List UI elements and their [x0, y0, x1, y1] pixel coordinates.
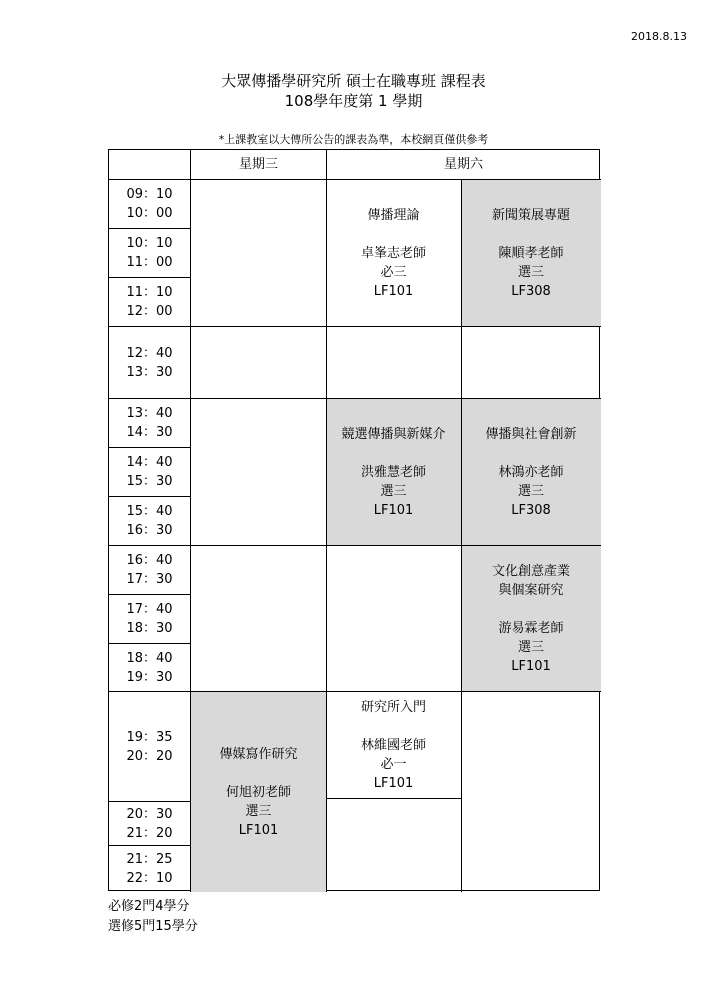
- course-teacher: 林鴻亦老師: [498, 464, 564, 480]
- course-room: LF101: [373, 775, 414, 791]
- time-slot: [109, 644, 190, 691]
- elective-credits: 選修5門15學分: [108, 919, 198, 934]
- time-slot: [109, 802, 190, 845]
- course-communication-theory: [326, 180, 461, 326]
- time-slot: [109, 692, 190, 801]
- course-room: LF101: [511, 659, 551, 674]
- course-cultural-industry: [461, 546, 601, 692]
- schedule-table: [108, 149, 600, 891]
- time-slot: [109, 546, 190, 594]
- time-slot: [109, 497, 190, 545]
- course-title: 競選傳播與新媒介: [341, 426, 446, 442]
- course-social-innovation: [461, 399, 601, 545]
- time-slot: [109, 180, 190, 228]
- header-wednesday: 星期三: [238, 157, 278, 172]
- course-election-communication: [326, 399, 461, 545]
- time-end: 20：20: [126, 748, 173, 764]
- time-slot: [109, 846, 190, 892]
- time-end: 10：00: [126, 206, 173, 221]
- course-title: 研究所入門: [360, 699, 426, 715]
- print-date: 2018.8.13: [631, 30, 687, 43]
- course-title-line2: 與個案研究: [498, 583, 564, 598]
- time-start: 09：10: [126, 187, 173, 202]
- course-type: 選三: [380, 483, 407, 499]
- course-teacher: 林維國老師: [360, 737, 426, 753]
- time-end: 17：30: [126, 572, 173, 587]
- course-type: 選三: [517, 264, 544, 280]
- time-start: 16：40: [126, 553, 173, 568]
- course-type: 必三: [380, 264, 407, 280]
- time-start: 10：10: [126, 236, 173, 251]
- course-room: LF308: [511, 502, 551, 518]
- course-teacher: 何旭初老師: [225, 784, 291, 800]
- time-start: 20：30: [126, 806, 173, 822]
- time-start: 21：25: [126, 852, 173, 867]
- time-end: 13：30: [126, 364, 173, 380]
- time-start: 18：40: [126, 650, 173, 666]
- course-room: LF101: [373, 283, 414, 299]
- course-teacher: 洪雅慧老師: [360, 464, 426, 480]
- time-end: 14：30: [126, 425, 173, 440]
- semester-title: 108學年度第 1 學期: [284, 92, 423, 110]
- disclaimer-note: *上課教室以大傳所公告的課表為準，本校網頁僅供參考: [218, 133, 489, 146]
- course-title: 傳媒寫作研究: [219, 746, 298, 762]
- time-end: 16：30: [126, 523, 173, 538]
- course-teacher: 游易霖老師: [498, 621, 564, 636]
- time-start: 15：40: [126, 504, 173, 519]
- time-end: 12：00: [126, 304, 173, 319]
- course-type: 選三: [245, 803, 272, 819]
- course-teacher: 卓峯志老師: [360, 245, 426, 261]
- time-slot: [109, 278, 190, 326]
- course-type: 選三: [517, 640, 544, 655]
- course-graduate-intro: [326, 692, 461, 798]
- time-end: 18：30: [126, 621, 173, 636]
- time-start: 14：40: [126, 455, 173, 470]
- course-media-writing: [191, 692, 326, 892]
- row-divider: [326, 798, 461, 799]
- time-start: 19：35: [126, 729, 173, 745]
- time-end: 22：10: [126, 871, 173, 886]
- time-slot: [109, 327, 190, 398]
- course-room: LF101: [238, 822, 279, 838]
- course-title-line1: 文化創意產業: [491, 564, 570, 579]
- page-title: 大眾傳播學研究所 碩士在職專班 課程表: [221, 72, 486, 90]
- time-start: 12：40: [126, 345, 173, 361]
- time-end: 21：20: [126, 825, 173, 841]
- time-end: 15：30: [126, 474, 173, 489]
- time-slot: [109, 595, 190, 643]
- course-type: 選三: [517, 483, 544, 499]
- course-type: 必一: [380, 756, 407, 772]
- time-slot: [109, 448, 190, 496]
- time-end: 19：30: [126, 669, 173, 685]
- course-title: 傳播與社會創新: [485, 426, 577, 442]
- course-teacher: 陳順孝老師: [498, 245, 564, 261]
- course-journalism-curation: [461, 180, 601, 326]
- course-room: LF308: [511, 283, 551, 299]
- time-slot: [109, 229, 190, 277]
- course-title: 傳播理論: [367, 207, 420, 223]
- time-slot: [109, 399, 190, 447]
- required-credits: 必修2門4學分: [108, 899, 190, 914]
- header-saturday: 星期六: [443, 157, 483, 172]
- course-room: LF101: [373, 502, 414, 518]
- time-start: 17：40: [126, 602, 173, 617]
- time-start: 11：10: [126, 285, 173, 300]
- course-title: 新聞策展專題: [491, 207, 570, 223]
- time-start: 13：40: [126, 406, 173, 421]
- time-end: 11：00: [126, 255, 173, 270]
